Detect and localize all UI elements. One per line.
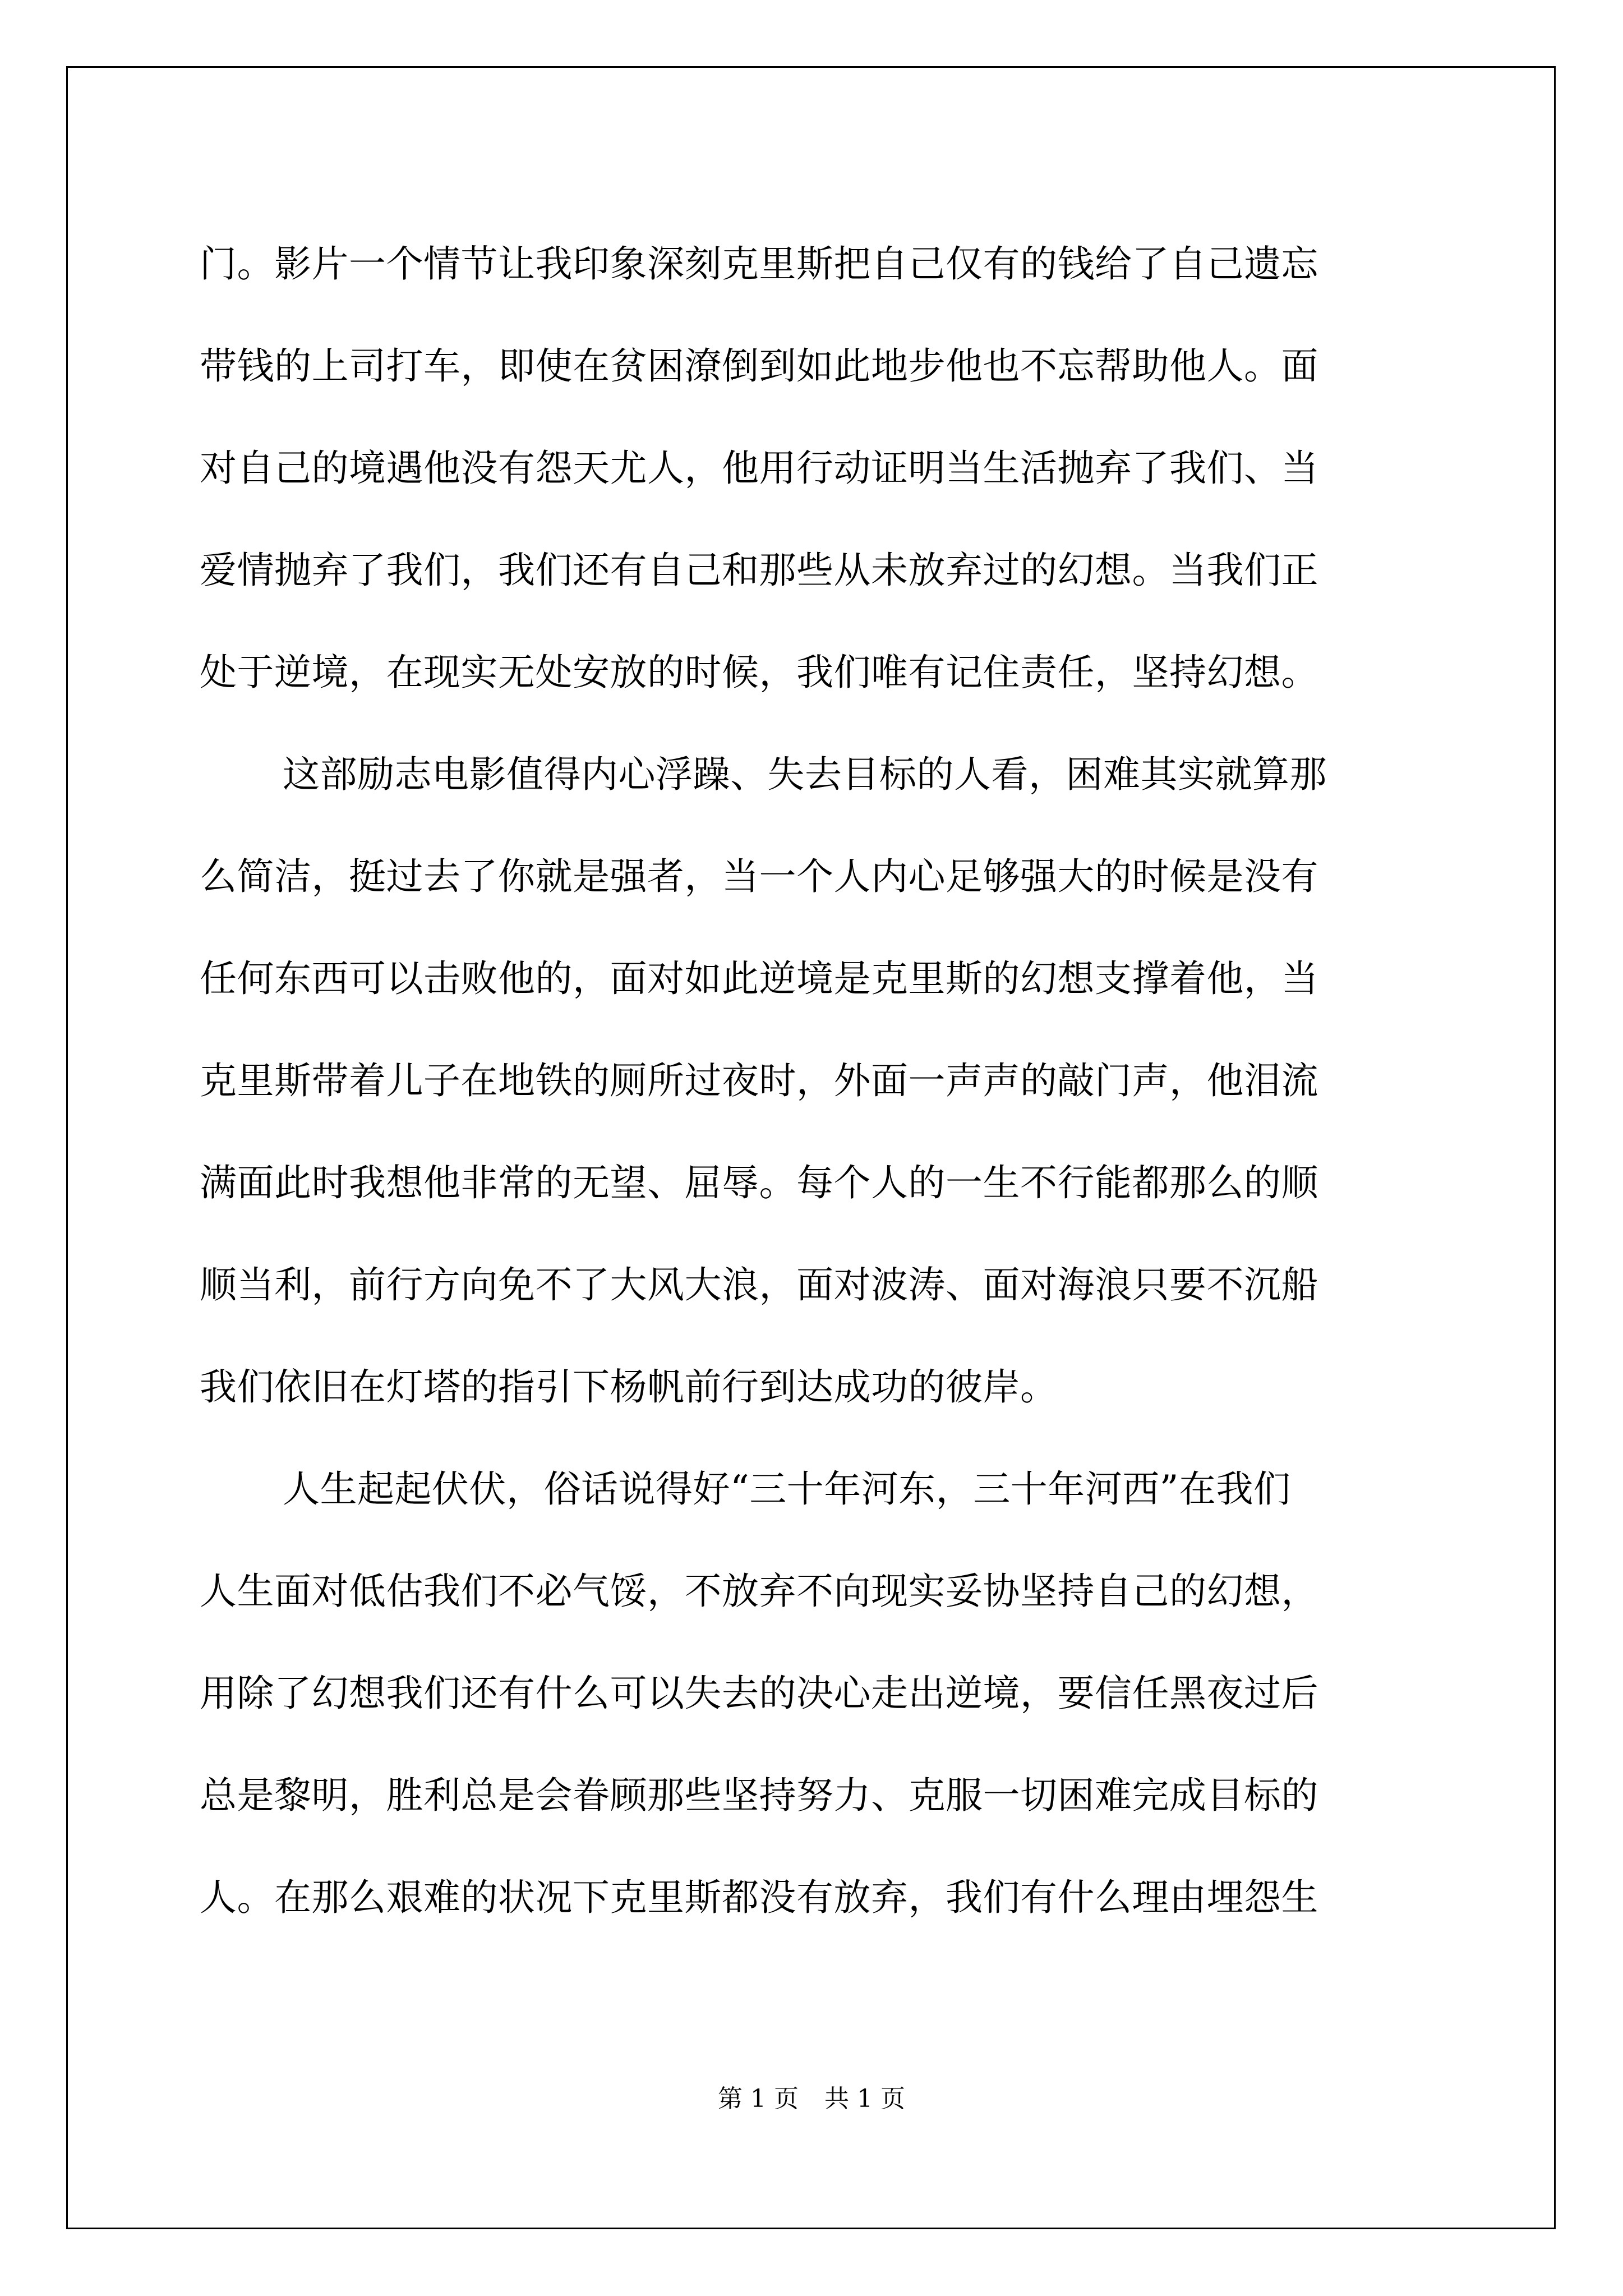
text-line: 用除了幻想我们还有什么可以失去的决心走出逆境，要信任黑夜过后 bbox=[200, 1672, 1318, 1715]
text-line: 门。影片一个情节让我印象深刻克里斯把自己仅有的钱给了自己遗忘 bbox=[200, 242, 1318, 286]
paragraph-first-line: 这部励志电影值得内心浮躁、失去目标的人看，困难其实就算那 bbox=[283, 753, 1327, 796]
text-line: 顺当利，前行方向免不了大风大浪，面对波涛、面对海浪只要不沉船 bbox=[200, 1263, 1318, 1306]
text-line: 任何东西可以击败他的，面对如此逆境是克里斯的幻想支撑着他，当 bbox=[200, 957, 1318, 1000]
text-line: 人生面对低估我们不必气馁，不放弃不向现实妥协坚持自己的幻想， bbox=[200, 1570, 1318, 1613]
text-line: 总是黎明，胜利总是会眷顾那些坚持努力、克服一切困难完成目标的 bbox=[200, 1774, 1318, 1817]
text-line: 带钱的上司打车，即使在贫困潦倒到如此地步他也不忘帮助他人。面 bbox=[200, 344, 1318, 388]
page-footer bbox=[0, 2082, 1623, 2116]
text-line: 对自己的境遇他没有怨天尤人，他用行动证明当生活抛弃了我们、当 bbox=[200, 447, 1318, 490]
page-total: 共 1 页 bbox=[824, 2085, 905, 2113]
document-body bbox=[200, 213, 1422, 1949]
text-line: 我们依旧在灯塔的指引下杨帆前行到达成功的彼岸。 bbox=[200, 1365, 1058, 1409]
text-line: 克里斯带着儿子在地铁的厕所过夜时，外面一声声的敲门声，他泪流 bbox=[200, 1059, 1318, 1102]
text-line: 人。在那么艰难的状况下克里斯都没有放弃，我们有什么理由埋怨生 bbox=[200, 1876, 1318, 1919]
paragraph-first-line: 人生起起伏伏，俗话说得好“三十年河东，三十年河西”在我们 bbox=[283, 1467, 1291, 1511]
page-number: 第 1 页 bbox=[718, 2085, 799, 2113]
text-line: 么简洁，挺过去了你就是强者，当一个人内心足够强大的时候是没有 bbox=[200, 855, 1318, 898]
text-line: 处于逆境，在现实无处安放的时候，我们唯有记住责任，坚持幻想。 bbox=[200, 651, 1318, 694]
text-line: 满面此时我想他非常的无望、屈辱。每个人的一生不行能都那么的顺 bbox=[200, 1161, 1318, 1204]
text-line: 爱情抛弃了我们，我们还有自己和那些从未放弃过的幻想。当我们正 bbox=[200, 549, 1318, 592]
